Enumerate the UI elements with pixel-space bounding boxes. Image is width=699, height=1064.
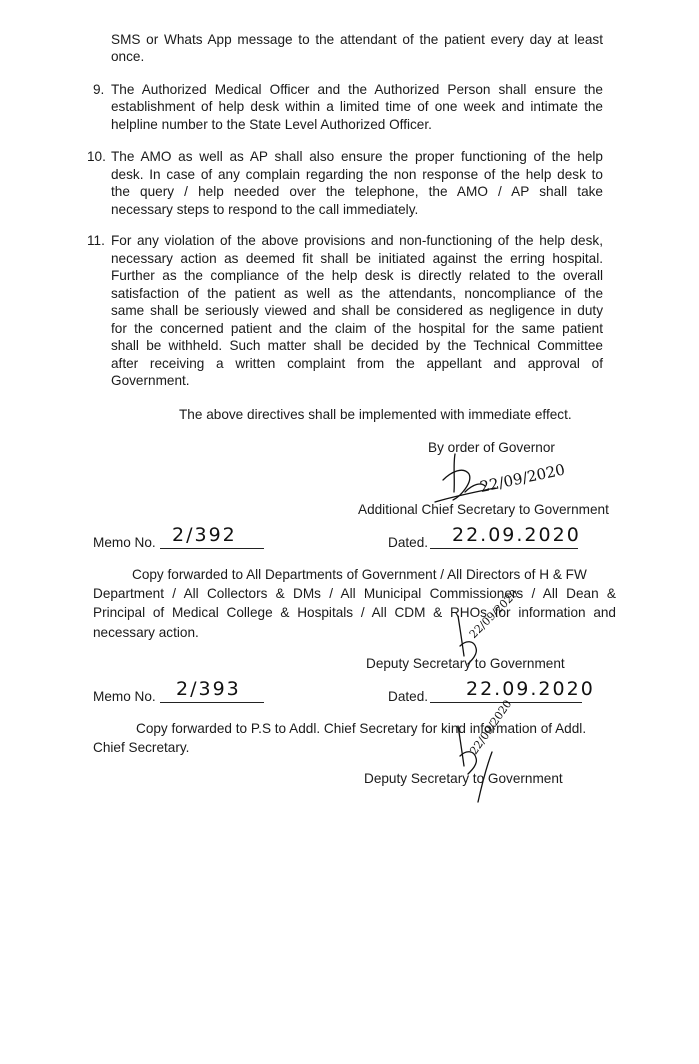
copy-2-signatory: Deputy Secretary to Government (364, 771, 563, 786)
item-line: for the concerned patient and the claim of the hospital for the same patient (111, 321, 603, 336)
memo-2-underline (160, 702, 264, 703)
copy-1-line: Department / All Collectors & DMs / All Municipal Commissioners / All Dean & (93, 586, 616, 601)
item-line: The AMO as well as AP shall also ensure the proper functioning of the help (111, 149, 603, 164)
order-line: By order of Governor (428, 440, 555, 455)
item-number: 9. (93, 82, 105, 97)
memo-1-underline (160, 548, 264, 549)
dated-2-label: Dated. (388, 689, 429, 704)
item-line: Further as the compliance of the help desk is directly related to the overall (111, 268, 603, 283)
item-line: Government. (111, 373, 190, 388)
item-line: desk. In case of any complain regarding the non response of the help desk to (111, 167, 603, 182)
dated-1-label: Dated. (388, 535, 429, 550)
copy-1-line: Copy forwarded to All Departments of Government / All Directors of H & FW (132, 567, 587, 582)
directive-text: The above directives shall be implemented with immediate effect. (179, 407, 572, 422)
copy-2-line: Chief Secretary. (93, 740, 190, 755)
memo-2-label: Memo No. (93, 689, 156, 704)
copy-1-signatory: Deputy Secretary to Government (366, 656, 565, 671)
memo-1-label: Memo No. (93, 535, 156, 550)
item-line: establishment of help desk within a limited time of one week and intimate the (111, 99, 603, 114)
item-line: the query / help needed over the telephone, the AMO / AP shall take (111, 184, 603, 199)
item-line: shall be withheld. Such matter shall be decided by the Technical Committee (111, 338, 603, 353)
dated-1-value: 22.09.2020 (452, 524, 581, 546)
item-line: helpline number to the State Level Authorized Officer. (111, 117, 432, 132)
item-line: For any violation of the above provisions and non-functioning of the help desk, (111, 233, 603, 248)
copy-1-line: necessary action. (93, 625, 199, 640)
item-line: same shall be seriously viewed and shall be considered as negligence in duty (111, 303, 603, 318)
dated-1-underline (430, 548, 578, 549)
dated-2-value: 22.09.2020 (466, 678, 595, 700)
signature-3-date: 22/09/2020 (467, 697, 515, 757)
item-line: after receiving a written complaint from the appellant and approval of (111, 356, 603, 371)
item-number: 10. (87, 149, 106, 164)
item-line: necessary action as deemed fit shall be initiated against the erring hospital. (111, 251, 603, 266)
copy-1-line: Principal of Medical College & Hospitals / All CDM & RHOs for information and (93, 605, 616, 620)
memo-2-number: 2/393 (176, 678, 241, 700)
copy-2-line: Copy forwarded to P.S to Addl. Chief Secretary for kind information of Addl. (136, 721, 587, 736)
memo-1-number: 2/392 (172, 524, 237, 546)
signature-3 (452, 722, 572, 812)
item-line: satisfaction of the patient as well as the attendants, noncompliance of the (111, 286, 603, 301)
signature-2-date: 22/09/2020 (466, 586, 521, 641)
item-line: The Authorized Medical Officer and the Authorized Person shall ensure the (111, 82, 603, 97)
intro-line: once. (111, 49, 145, 64)
signature-1-date-mark: 22/09/2020 (478, 460, 567, 496)
item-line: necessary steps to respond to the call immediately. (111, 202, 419, 217)
intro-line: SMS or Whats App message to the attendant of the patient every day at least (111, 32, 603, 47)
item-number: 11. (87, 233, 105, 248)
signatory-1-title: Additional Chief Secretary to Government (358, 502, 609, 517)
